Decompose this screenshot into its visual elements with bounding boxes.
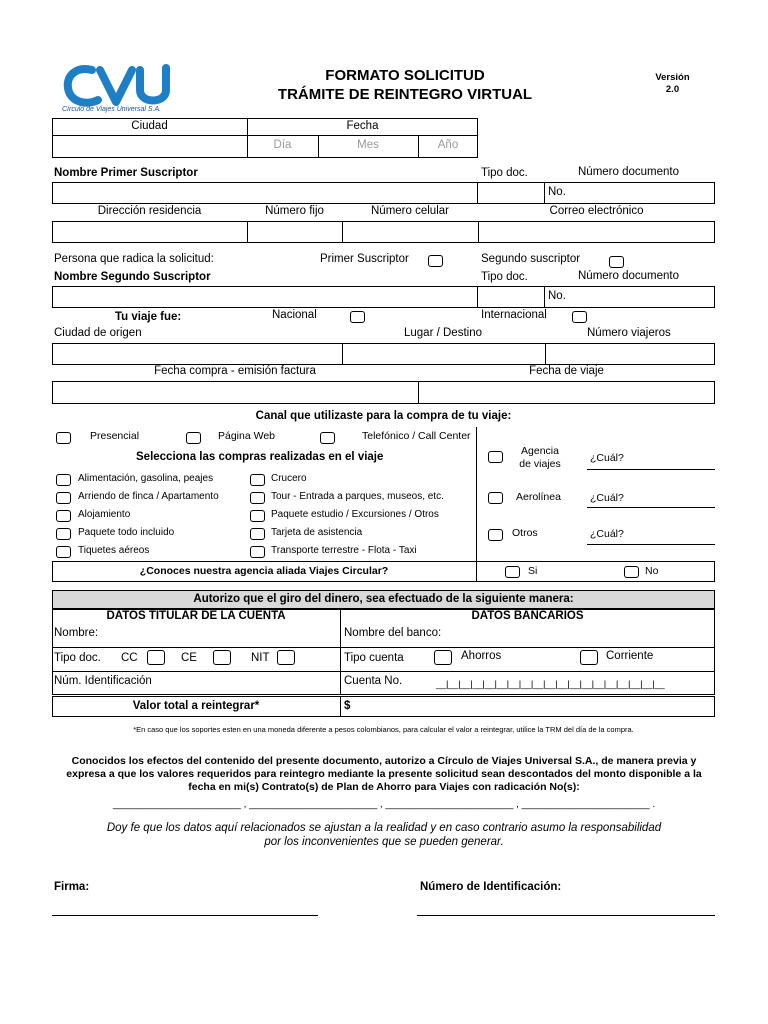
trip-type-label: Tu viaje fue: [115,311,182,323]
signature-id-label: Número de Identificación: [420,881,562,893]
channel-other-label: Otros [512,527,538,539]
partner-agency-question: ¿Conoces nuestra agencia aliada Viajes Circular? [139,565,389,577]
month-field[interactable]: Mes [357,139,379,151]
travel-date-field[interactable] [419,382,714,403]
channel-in-person-checkbox[interactable] [56,432,71,444]
holder-doc-nit-checkbox[interactable] [277,650,295,665]
city-field[interactable] [53,136,246,157]
channel-web-label: Página Web [218,430,276,442]
partner-agency-yes-checkbox[interactable] [505,566,520,578]
landline-label: Número fijo [265,205,324,217]
bank-data-title: DATOS BANCARIOS [471,610,584,622]
logo-subtitle: Círculo de Viajes Universal S.A. [62,106,162,113]
purchase-study-label: Paquete estudio / Excursiones / Otros [271,509,439,520]
account-checking-checkbox[interactable] [580,650,598,665]
transfer-title: Autorizo que el giro del dinero, sea efectuado de la siguiente manera: [193,593,574,605]
first-subscriber-name-field[interactable] [53,183,476,203]
account-savings-label: Ahorros [461,650,502,662]
legal-text-line1: Conocidos los efectos del contenido del presente documento, autorizo a Círculo de Viajes Universal S.A., de manera previa y [71,755,697,767]
channel-in-person-label: Presencial [90,430,140,442]
city-label: Ciudad [131,120,168,132]
purchase-date-label: Fecha compra - emisión factura [154,365,316,377]
purchase-transport-checkbox[interactable] [250,546,265,558]
holder-doc-cc-checkbox[interactable] [147,650,165,665]
purchase-cruise-checkbox[interactable] [250,474,265,486]
first-subscriber-name-label: Nombre Primer Suscriptor [54,167,198,179]
channel-agency-checkbox[interactable] [488,451,503,463]
filer-first-checkbox[interactable] [428,255,443,267]
email-field[interactable] [479,222,714,242]
travelers-field[interactable] [546,344,714,364]
channel-phone-label: Telefónico / Call Center [362,430,471,442]
account-type-label: Tipo cuenta [344,652,404,664]
channel-airline-label: Aerolínea [516,491,561,503]
holder-doc-cc-label: CC [121,652,138,664]
currency-footnote: *En caso que los soportes esten en una moneda diferente a pesos colombianos, para calcular el valor a reintegrar, utilice la TRM del día de la compra. [133,725,634,734]
purchase-cruise-label: Crucero [271,473,307,484]
trip-international-checkbox[interactable] [572,311,587,323]
second-subscriber-name-label: Nombre Segundo Suscriptor [54,271,211,283]
signature-label: Firma: [54,881,90,893]
legal-text-line2: expresa a que los valores requeridos para reintegro mediante la presente solicitud sean descontados del monto disponible a la [66,768,702,780]
version-label: Versión [655,72,690,83]
second-doc-type-field[interactable] [478,287,543,307]
signature-field[interactable] [52,915,318,916]
purchase-assistance-label: Tarjeta de asistencia [271,527,363,538]
holder-doc-ce-label: CE [181,652,197,664]
purchase-assistance-checkbox[interactable] [250,528,265,540]
address-field[interactable] [53,222,246,242]
channel-agency-label-1: Agencia [521,445,559,457]
channel-airline-which-label: ¿Cuál? [590,492,624,504]
day-field[interactable]: Día [273,139,292,151]
purchase-food-checkbox[interactable] [56,474,71,486]
mobile-label: Número celular [371,205,449,217]
channel-other-checkbox[interactable] [488,529,503,541]
purchase-lodging-label: Alojamiento [78,509,131,520]
second-subscriber-name-field[interactable] [53,287,476,307]
partner-agency-no-checkbox[interactable] [624,566,639,578]
filer-second-checkbox[interactable] [609,256,624,268]
channel-web-checkbox[interactable] [186,432,201,444]
holder-name-label[interactable]: Nombre: [54,627,99,639]
partner-agency-no-label: No [645,565,659,577]
purchase-date-field[interactable] [53,382,417,403]
channel-other-which-field[interactable] [587,544,715,545]
purchase-lodging-checkbox[interactable] [56,510,71,522]
channel-title: Canal que utilizaste para la compra de tu viaje: [255,410,512,422]
mobile-field[interactable] [343,222,477,242]
channel-agency-which-label: ¿Cuál? [590,452,624,464]
declaration-line2: por los inconvenientes que se pueden generar. [264,836,504,848]
purchase-package-checkbox[interactable] [56,528,71,540]
address-label: Dirección residencia [97,205,202,217]
signature-id-field[interactable] [417,915,715,916]
purchases-title: Selecciona las compras realizadas en el viaje [136,451,384,463]
page-title-line1: FORMATO SOLICITUD [325,67,485,84]
date-label: Fecha [346,120,379,132]
filer-second-label: Segundo suscriptor [481,253,581,265]
travel-date-label: Fecha de viaje [529,365,604,377]
total-refund-field[interactable]: $ [344,700,351,712]
purchase-transport-label: Transporte terrestre - Flota - Taxi [271,545,417,556]
bank-name-label[interactable]: Nombre del banco: [344,627,442,639]
trip-national-label: Nacional [272,309,317,321]
purchase-flights-label: Tiquetes aéreos [78,545,150,556]
travelers-label: Número viajeros [587,327,671,339]
account-checking-label: Corriente [606,650,654,662]
purchase-tour-checkbox[interactable] [250,492,265,504]
purchase-food-label: Alimentación, gasolina, peajes [78,473,214,484]
account-holder-title: DATOS TITULAR DE LA CUENTA [106,610,286,622]
channel-other-which-label: ¿Cuál? [590,528,624,540]
holder-id-number-label[interactable]: Núm. Identificación [54,675,152,687]
account-savings-checkbox[interactable] [434,650,452,665]
landline-field[interactable] [248,222,341,242]
first-doc-number-field[interactable]: No. [548,186,566,198]
purchase-rental-label: Arriendo de finca / Apartamento [78,491,219,502]
second-doc-number-field[interactable]: No. [548,290,566,302]
first-doc-number-label: Número documento [578,166,679,178]
email-label: Correo electrónico [549,205,644,217]
channel-agency-label-2: de viajes [519,458,561,470]
channel-airline-which-field[interactable] [587,507,715,508]
second-doc-type-label: Tipo doc. [481,271,528,283]
holder-doc-type-label: Tipo doc. [54,652,101,664]
year-field[interactable]: Año [437,139,459,151]
second-doc-number-label: Número documento [578,270,679,282]
purchase-study-checkbox[interactable] [250,510,265,522]
company-logo [62,62,177,112]
purchase-tour-label: Tour - Entrada a parques, museos, etc. [271,491,444,502]
holder-doc-ce-checkbox[interactable] [213,650,231,665]
total-refund-label: Valor total a reintegrar* [132,700,260,712]
account-number-field[interactable]: __|__|__|__|__|__|__|__|__|__|__|__|__|__|__|__|__|__|__ [436,679,665,690]
partner-agency-yes-label: Si [528,565,538,577]
version-value: 2.0 [665,84,680,95]
contract-numbers-fields[interactable]: _______________________ , _______________________ , _______________________ , _______________________ . [112,799,656,810]
origin-city-field[interactable] [53,344,341,364]
purchase-package-label: Paquete todo incluido [78,527,175,538]
first-doc-type-label: Tipo doc. [481,167,528,179]
destination-field[interactable] [343,344,544,364]
filer-label: Persona que radica la solicitud: [54,253,214,265]
legal-text-line3: fecha en mi(s) Contrato(s) de Plan de Ahorro para Viajes con radicación No(s): [188,781,580,793]
trip-international-label: Internacional [481,309,547,321]
channel-phone-checkbox[interactable] [320,432,335,444]
destination-label: Lugar / Destino [404,327,482,339]
account-number-label: Cuenta No. [344,675,403,687]
channel-airline-checkbox[interactable] [488,492,503,504]
declaration-line1: Doy fe que los datos aquí relacionados se ajustan a la realidad y en caso contrario asumo la responsabilidad [106,822,662,834]
first-doc-type-field[interactable] [478,183,543,203]
page-title-line2: TRÁMITE DE REINTEGRO VIRTUAL [277,86,533,103]
purchase-rental-checkbox[interactable] [56,492,71,504]
origin-city-label: Ciudad de origen [54,327,142,339]
filer-first-label: Primer Suscriptor [320,253,409,265]
holder-doc-nit-label: NIT [251,652,270,664]
trip-national-checkbox[interactable] [350,311,365,323]
purchase-flights-checkbox[interactable] [56,546,71,558]
channel-agency-which-field[interactable] [587,469,715,470]
